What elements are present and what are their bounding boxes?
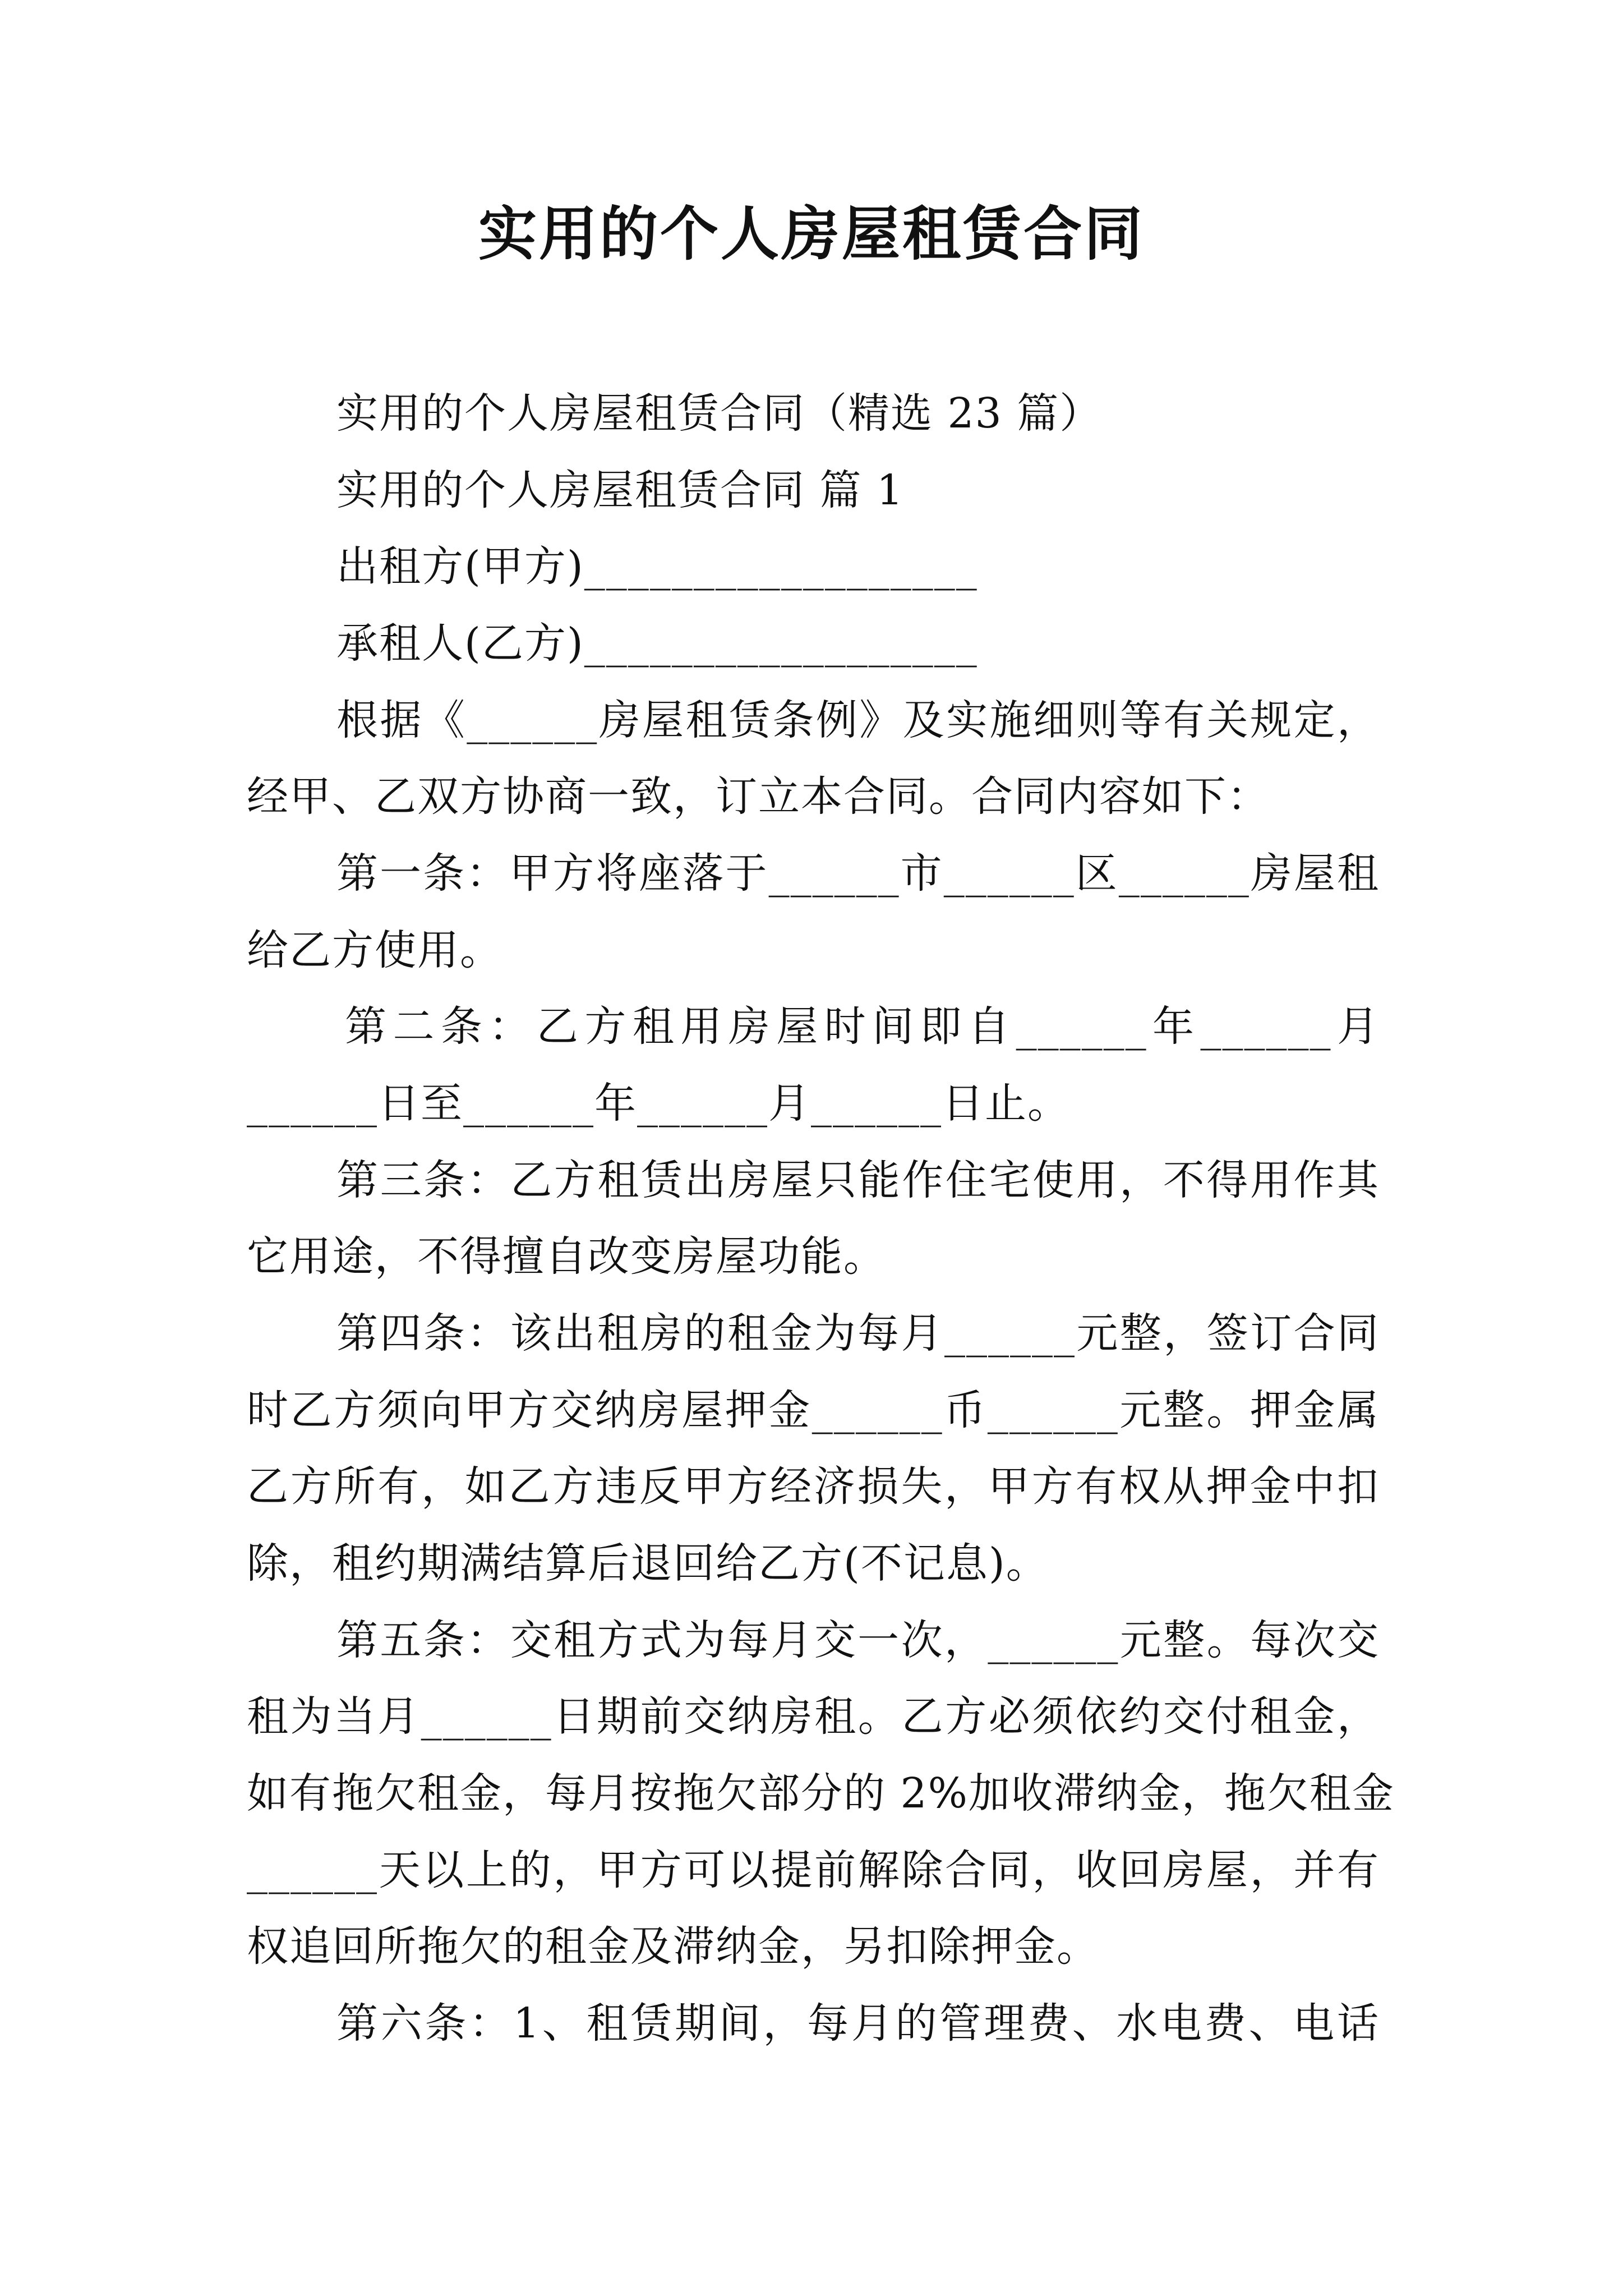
doc-line-article3-2: 它用途，不得擅自改变房屋功能。 [247,1232,886,1281]
document-title: 实用的个人房屋租赁合同 [478,199,1145,268]
doc-line-article4-3: 乙方所有，如乙方违反甲方经济损失，甲方有权从押金中扣 [247,1462,1380,1511]
doc-line-article4-4: 除，租约期满结算后退回给乙方(不记息)。 [247,1539,1049,1588]
doc-line-article5-5: 权追回所拖欠的租金及滞纳金，另扣除押金。 [247,1922,1099,1971]
doc-line-article5-3: 如有拖欠租金，每月按拖欠部分的 2%加收滞纳金，拖欠租金 [247,1769,1395,1818]
doc-line-preamble-2: 经甲、乙双方协商一致，订立本合同。合同内容如下： [247,772,1270,821]
doc-line-preamble-1: 根据《______房屋租赁条例》及实施细则等有关规定， [336,696,1380,744]
doc-line-article5-1: 第五条：交租方式为每月交一次，______元整。每次交 [336,1616,1380,1664]
doc-line-article2-2: ______日至______年______月______日止。 [247,1079,1070,1128]
doc-line-article3-1: 第三条：乙方租赁出房屋只能作住宅使用，不得用作其 [336,1156,1380,1204]
doc-line-article5-2: 租为当月______日期前交纳房租。乙方必须依约交付租金， [247,1692,1380,1741]
doc-line-article4-2: 时乙方须向甲方交纳房屋押金______币______元整。押金属 [247,1386,1380,1434]
doc-line-article1-2: 给乙方使用。 [247,926,502,974]
doc-line-article2-1: 第二条：乙方租用房屋时间即自______年______月 [345,1002,1380,1051]
doc-line-subtitle: 实用的个人房屋租赁合同（精选 23 篇） [336,389,1103,438]
doc-line-lessor: 出租方(甲方)__________________ [336,542,978,591]
doc-line-lessee: 承租人(乙方)__________________ [336,619,978,668]
doc-line-article6-1: 第六条：1、租赁期间，每月的管理费、水电费、电话 [336,1999,1380,2047]
doc-line-article5-4: ______天以上的，甲方可以提前解除合同，收回房屋，并有 [247,1846,1380,1894]
doc-line-article1-1: 第一条：甲方将座落于______市______区______房屋租 [336,849,1380,898]
doc-line-article4-1: 第四条：该出租房的租金为每月______元整，签订合同 [336,1309,1380,1358]
doc-line-section: 实用的个人房屋租赁合同 篇 1 [336,466,905,514]
